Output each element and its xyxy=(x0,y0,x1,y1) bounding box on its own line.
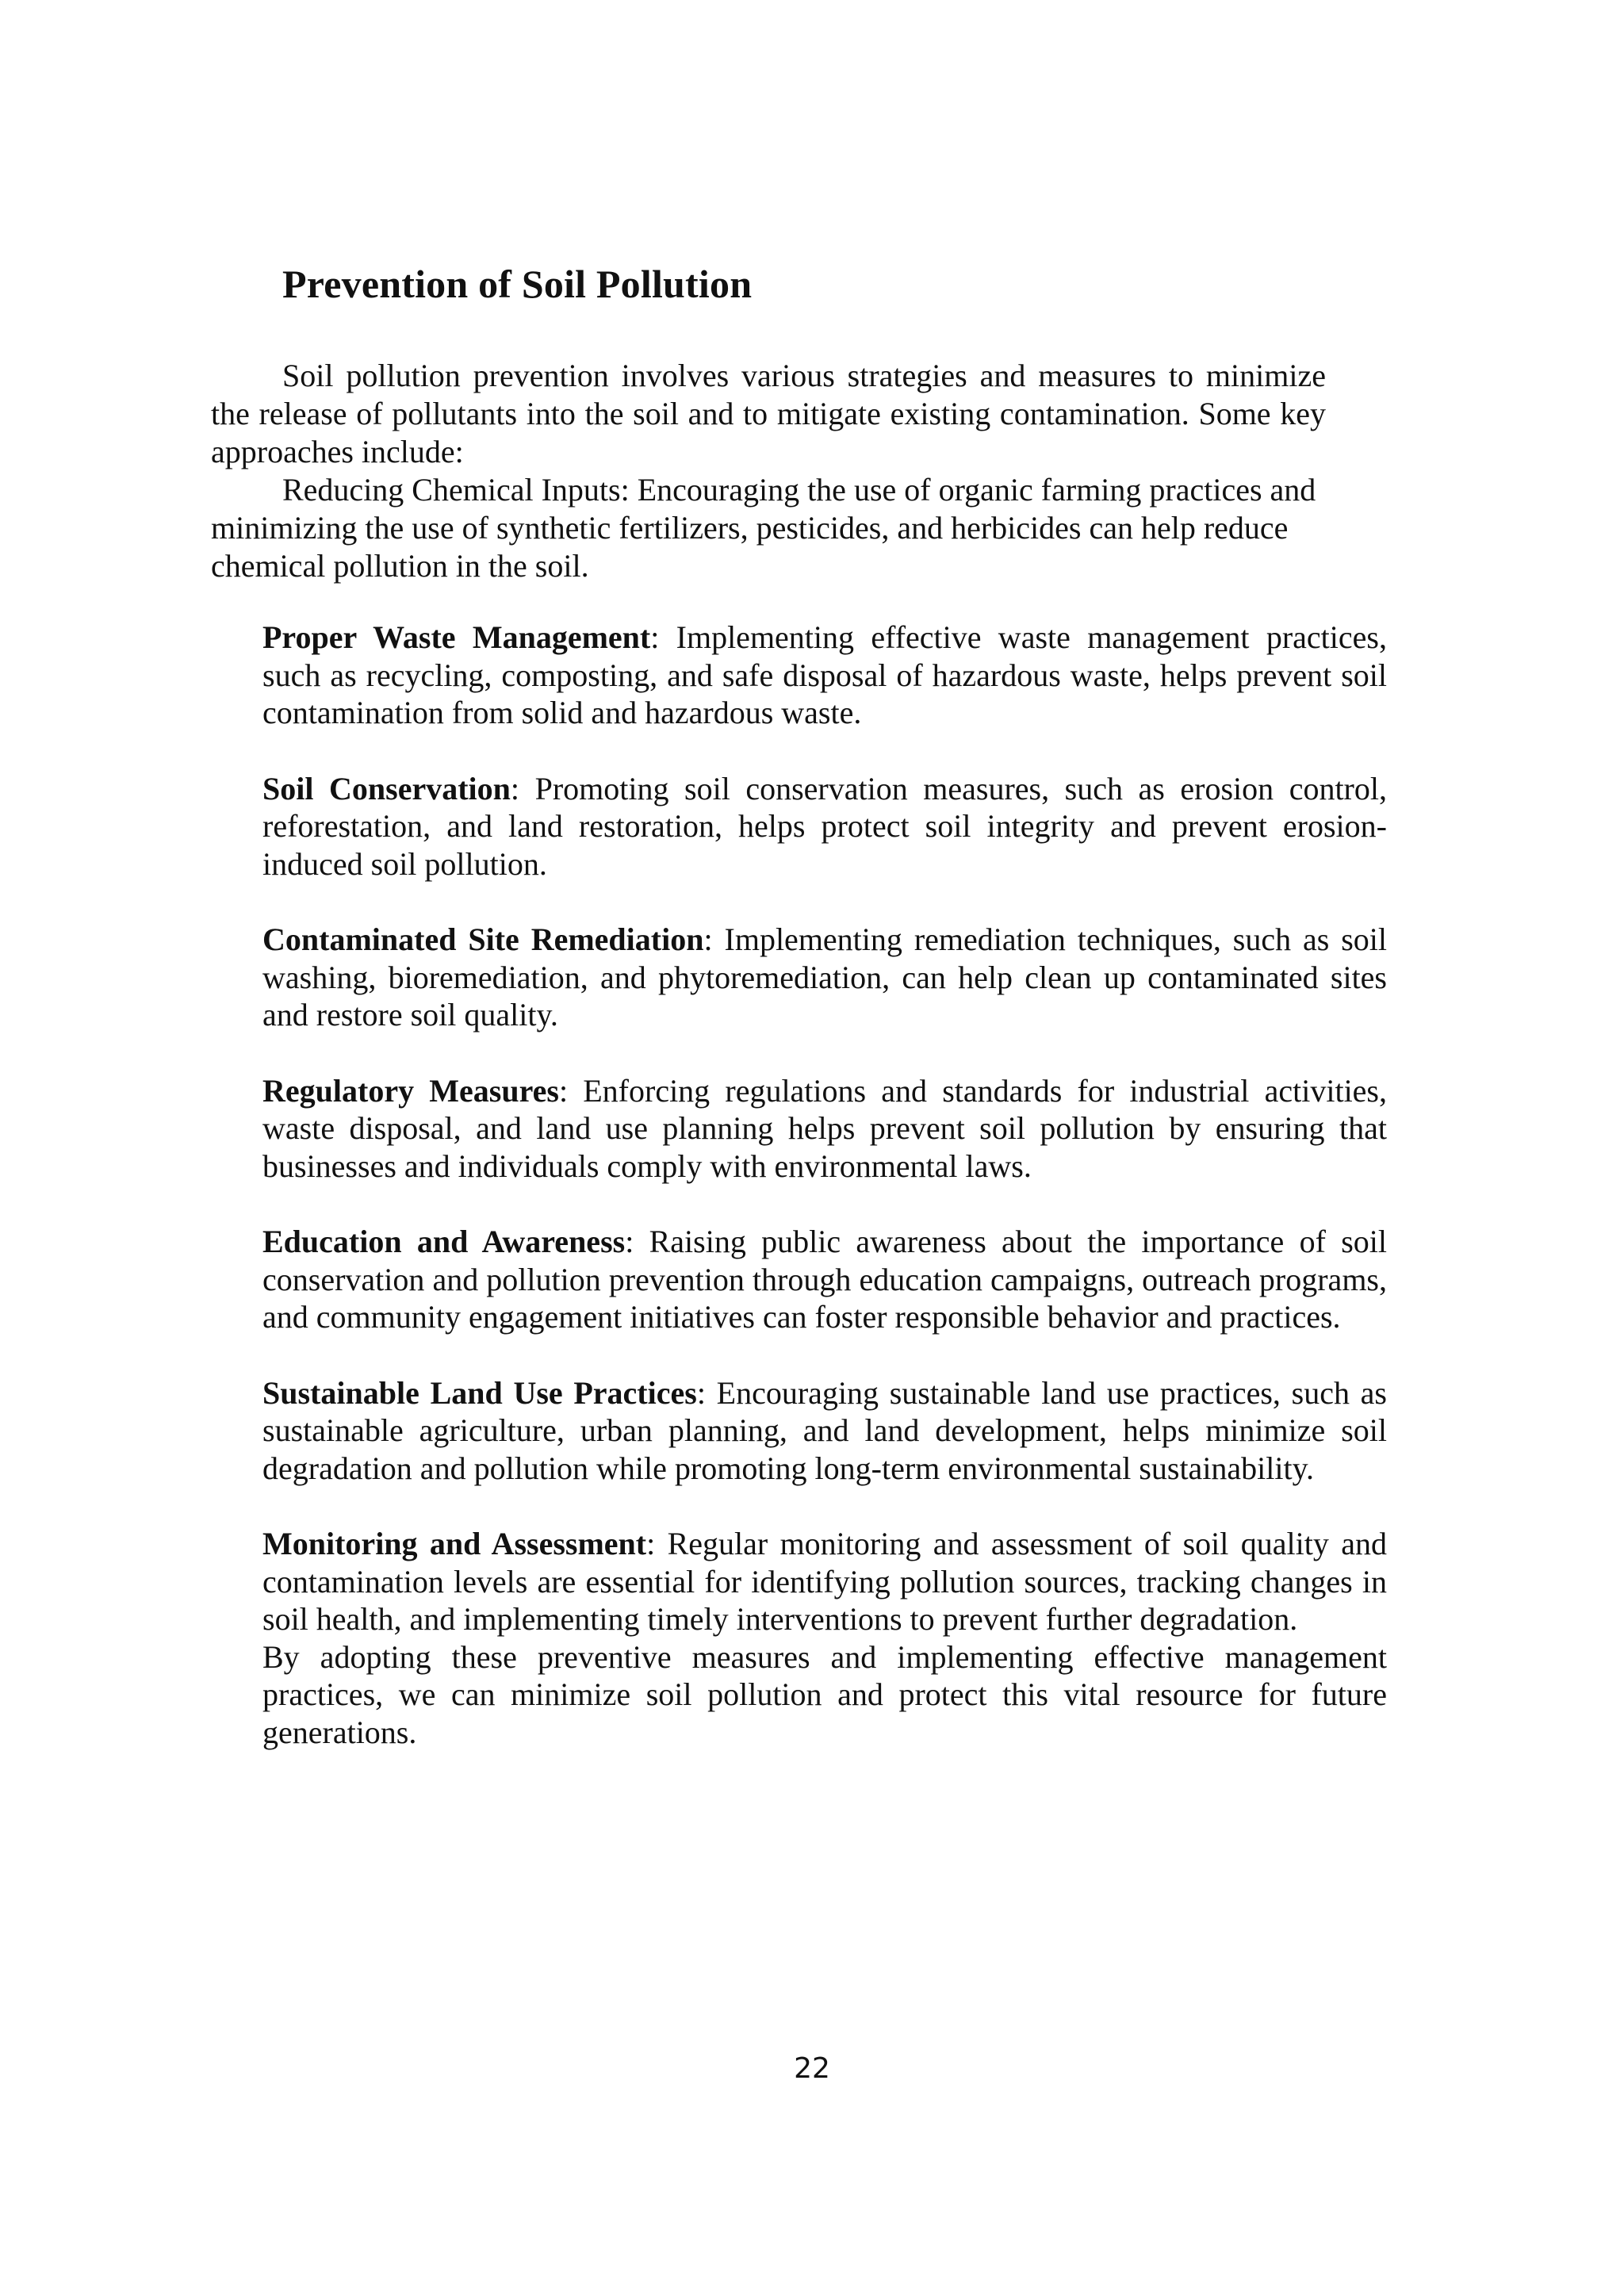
list-item xyxy=(262,1525,1387,1638)
item-term: Sustainable Land Use Practices xyxy=(262,1374,697,1411)
reducing-chemical-inputs-paragraph: Reducing Chemical Inputs: Encouraging the use of organic farming practices and minimizing the use of synthetic fertilizers, pesticides, and herbicides can help reduce chemical pollution in the soil. xyxy=(211,472,1316,584)
list-item xyxy=(262,1072,1387,1186)
item-text: : Implementing effective waste management practices, such as recycling, composting, and safe disposal of hazardous waste, helps prevent soil contamination from solid and hazardous waste. xyxy=(262,619,1387,730)
list-item xyxy=(262,1374,1387,1488)
item-text: : Implementing remediation techniques, such as soil washing, bioremediation, and phytoremediation, can help clean up contaminated sites and restore soil quality. xyxy=(262,921,1388,1032)
item-text: : Raising public awareness about the importance of soil conservation and pollution prevention through education campaigns, outreach programs, and community engagement initiatives can foster responsible behavior and practices. xyxy=(262,1224,1387,1335)
intro-paragraph: Soil pollution prevention involves various strategies and measures to minimize the release of pollutants into the soil and to mitigate existing contamination. Some key approaches include: xyxy=(211,358,1326,469)
list-item xyxy=(262,921,1387,1034)
list-item xyxy=(262,770,1387,883)
page-number: 22 xyxy=(794,2052,830,2085)
item-text: : Enforcing regulations and standards for industrial activities, waste disposal, and land use planning helps prevent soil pollution by ensuring that businesses and individuals comply with environmental laws. xyxy=(262,1072,1387,1184)
list-item xyxy=(262,619,1387,732)
item-term: Proper Waste Management xyxy=(262,619,651,655)
intro-section xyxy=(211,357,1326,585)
item-term: Regulatory Measures xyxy=(262,1072,559,1109)
page-title: Prevention of Soil Pollution xyxy=(282,262,753,306)
item-text: : Regular monitoring and assessment of soil quality and contamination levels are essential for identifying pollution sources, tracking changes in soil health, and implementing timely interventions to prevent further degradation. xyxy=(262,1526,1387,1637)
list-item xyxy=(262,1223,1387,1336)
item-term: Contaminated Site Remediation xyxy=(262,921,704,957)
item-term: Monitoring and Assessment xyxy=(262,1526,647,1561)
item-term: Education and Awareness xyxy=(262,1224,626,1259)
item-text: : Promoting soil conservation measures, such as erosion control, reforestation, and land restoration, helps protect soil integrity and prevent erosion-induced soil pollution. xyxy=(262,770,1387,882)
approaches-list xyxy=(262,619,1387,1751)
item-term: Soil Conservation xyxy=(262,770,511,806)
closing-paragraph: By adopting these preventive measures and implementing effective management practices, we can minimize soil pollution and protect this vital resource for future generations. xyxy=(262,1638,1387,1750)
item-text: : Encouraging sustainable land use practices, such as sustainable agriculture, urban planning, and land development, helps minimize soil degradation and pollution while promoting long-term environmental sustainability. xyxy=(262,1374,1387,1486)
